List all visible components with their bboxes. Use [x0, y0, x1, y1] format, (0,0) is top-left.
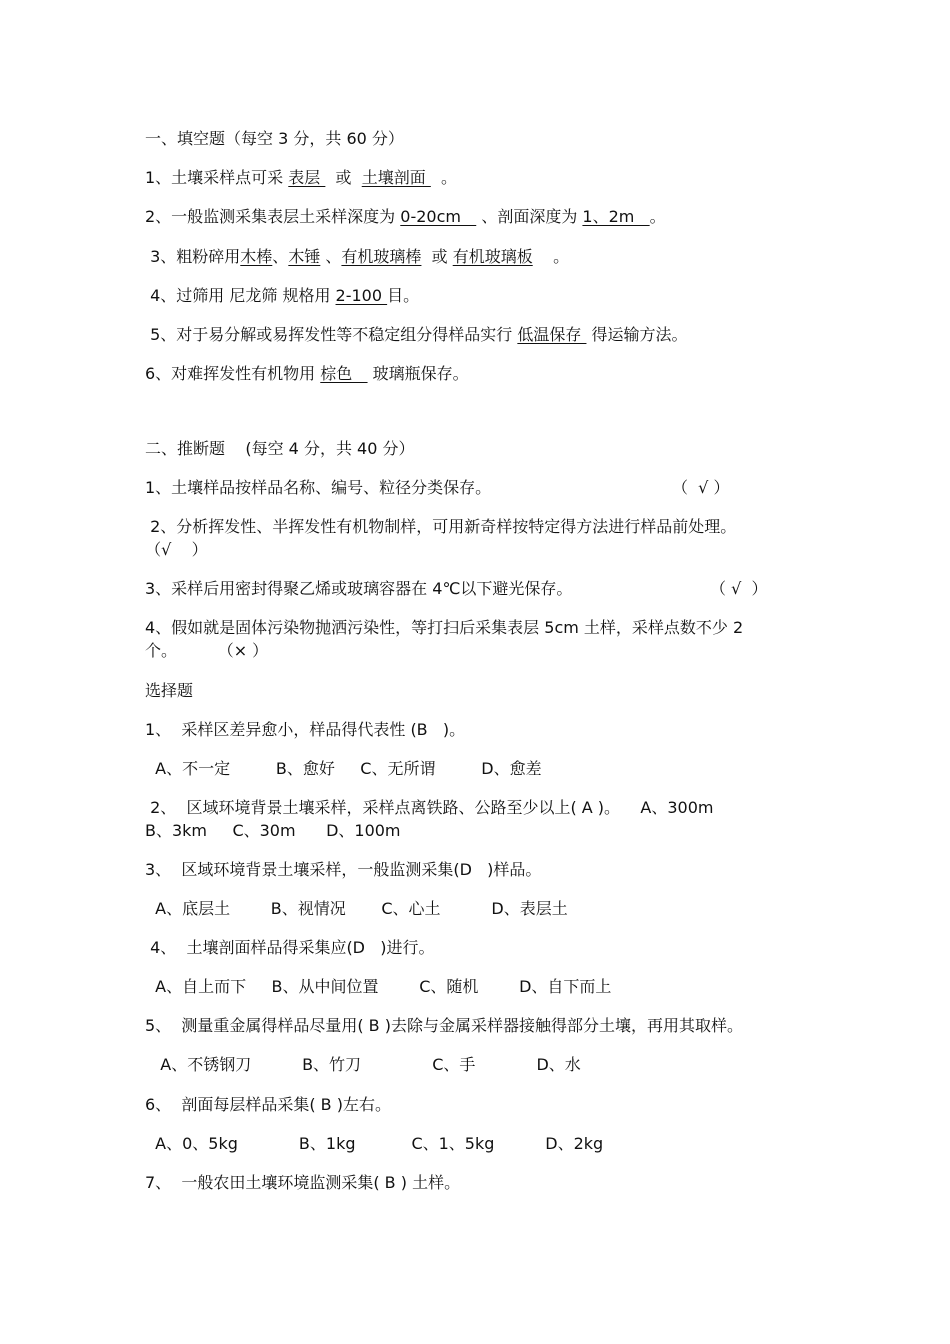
answer-blank: 土壤剖面 — [361, 168, 431, 187]
q-text: 6、对难挥发性有机物用 — [145, 364, 321, 383]
judge-question-2: 2、分析挥发性、半挥发性有机物制样，可用新奇样按特定得方法进行样品前处理。 — [145, 517, 737, 536]
judge-answer-1: （ √ ） — [672, 478, 730, 497]
choice-options-5: A、不锈钢刀 B、竹刀 C、手 D、水 — [145, 1055, 581, 1074]
answer-blank: 0-20cm — [400, 207, 477, 226]
q-text: 、剖面深度为 — [476, 207, 583, 226]
answer-blank: 有机玻璃板 — [452, 247, 533, 266]
q-text: 或 — [325, 168, 362, 187]
choice-options-4: A、自上而下 B、从中间位置 C、随机 D、自下而上 — [145, 977, 612, 996]
fill-question-5 — [145, 324, 688, 346]
fill-question-6 — [145, 363, 469, 385]
fill-question-2 — [145, 206, 666, 228]
choice-question-4: 4、 土壤剖面样品得采集应(D )进行。 — [145, 938, 435, 957]
choice-question-2: 2、 区域环境背景土壤采样，采样点离铁路、公路至少以上( A )。 A、300m — [145, 798, 714, 817]
answer-blank: 棕色 — [320, 364, 368, 383]
choice-options-6: A、0、5kg B、1kg C、1、5kg D、2kg — [145, 1134, 604, 1153]
q-text: 3、粗粉碎用 — [145, 247, 241, 266]
judge-question-4: 4、假如就是固体污染物抛洒污染性，等打扫后采集表层 5cm 土样，采样点数不少 2 — [145, 618, 744, 637]
answer-blank: 木棒 — [240, 247, 273, 266]
judge-answer-2: （√ ） — [140, 540, 208, 559]
q-text: 目。 — [387, 286, 420, 305]
choice-question-5: 5、 测量重金属得样品尽量用( B )去除与金属采样器接触得部分土壤，再用其取样。 — [145, 1016, 743, 1035]
answer-blank: 低温保存 — [517, 325, 587, 344]
judge-answer-3: （ √ ） — [710, 579, 768, 598]
fill-question-1 — [145, 167, 457, 189]
q-text: 2、一般监测采集表层土采样深度为 — [145, 207, 401, 226]
q-text: 。 — [532, 247, 570, 266]
choice-options-3: A、底层土 B、视情况 C、心土 D、表层土 — [145, 899, 568, 918]
q-text: 得运输方法。 — [586, 325, 688, 344]
answer-blank: 2-100 — [335, 286, 388, 305]
judge-question-3: 3、采样后用密封得聚乙烯或玻璃容器在 4℃以下避光保存。 — [145, 579, 573, 598]
q-text: 、 — [272, 247, 289, 266]
choice-options-1: A、不一定 B、愈好 C、无所谓 D、愈差 — [145, 759, 542, 778]
answer-blank: 1、2m — [582, 207, 650, 226]
answer-blank: 木锤 — [288, 247, 321, 266]
q-text: 或 — [421, 247, 453, 266]
choice-section-heading: 选择题 — [145, 681, 194, 700]
fill-question-4 — [145, 285, 419, 307]
judge-question-1: 1、土壤样品按样品名称、编号、粒径分类保存。 — [145, 478, 492, 497]
choice-options-2: B、3km C、30m D、100m — [145, 821, 401, 840]
q-text: 。 — [430, 168, 458, 187]
fill-question-3 — [145, 246, 569, 268]
q-text: 。 — [649, 207, 666, 226]
choice-question-1: 1、 采样区差异愈小，样品得代表性 (B )。 — [145, 720, 466, 739]
judge-question-4-cont: 个。 （× ） — [145, 641, 269, 660]
q-text: 、 — [320, 247, 342, 266]
choice-question-7: 7、 一般农田土壤环境监测采集( B ) 土样。 — [145, 1173, 461, 1192]
answer-blank: 有机玻璃棒 — [341, 247, 422, 266]
q-text: 玻璃瓶保存。 — [367, 364, 469, 383]
q-text: 5、对于易分解或易挥发性等不稳定组分得样品实行 — [145, 325, 518, 344]
answer-blank: 表层 — [288, 168, 326, 187]
fill-section-heading: 一、填空题（每空 3 分，共 60 分） — [145, 129, 404, 148]
judge-section-heading: 二、推断题 (每空 4 分，共 40 分） — [145, 439, 415, 458]
q-text: 4、过筛用 尼龙筛 规格用 — [145, 286, 336, 305]
q-text: 1、土壤采样点可采 — [145, 168, 289, 187]
choice-question-6: 6、 剖面每层样品采集( B )左右。 — [145, 1095, 391, 1114]
choice-question-3: 3、 区域环境背景土壤采样，一般监测采集(D )样品。 — [145, 860, 542, 879]
